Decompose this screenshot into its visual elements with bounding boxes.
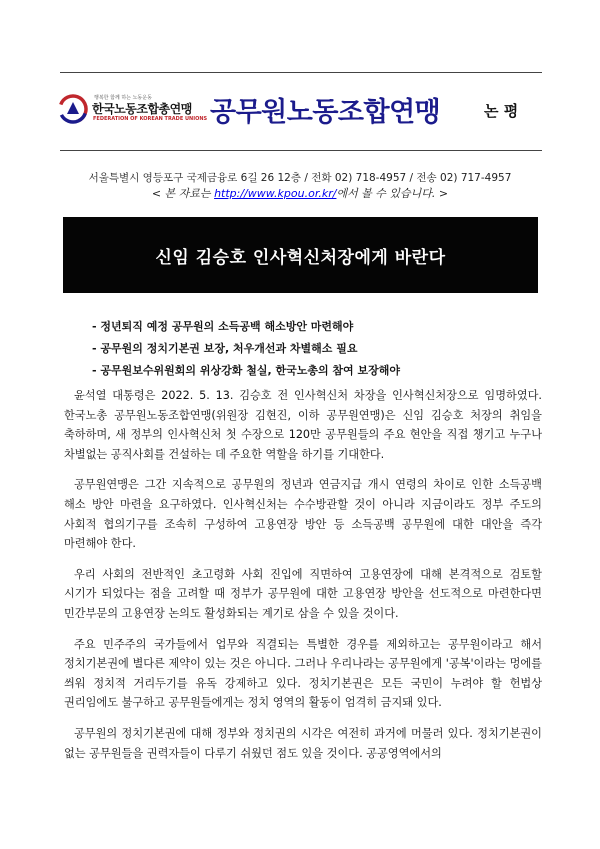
- body-paragraph: 공무원의 정치기본권에 대해 정부와 정치권의 시각은 여전히 과거에 머물러 있다. 정치기본권이 없는 공무원들을 권력자들이 다루기 쉬웠던 점도 있을 것이다. 공공영역에서의: [64, 726, 542, 760]
- document-title: 신임 김승호 인사혁신처장에게 바란다: [155, 247, 446, 268]
- summary-item: - 정년퇴직 예정 공무원의 소득공백 해소방안 마련해야: [92, 320, 354, 333]
- title-banner: [63, 217, 538, 293]
- notice-suffix: 에서 볼 수 있습니다. >: [336, 187, 449, 200]
- logo-name-kr: 한국노동조합총연맹: [92, 102, 192, 116]
- body-paragraph: 주요 민주주의 국가들에서 업무와 직결되는 특별한 경우를 제외하고는 공무원이라고 해서 정치기본권에 별다른 제약이 있는 것은 아니다. 그러나 우리나라는 공무원에게 '공복'이라는 멍에를 씌워 정치적 거리두기를 유독 강제하고 있다. 정치기본권은 모든 국민이 누려야 할 헌법상 권리임에도 불구하고 공무원들에게는 정치 영역의 활동이 엄격히 금지돼 있다.: [64, 637, 542, 710]
- document-type-label: 논 평: [484, 102, 519, 120]
- logo-name-en: FEDERATION OF KOREAN TRADE UNIONS: [93, 116, 208, 122]
- document-body: [64, 386, 542, 774]
- website-link[interactable]: http://www.kpou.or.kr/: [214, 187, 337, 200]
- fktu-emblem-icon: [58, 94, 88, 124]
- organization-name: 공무원노동조합연맹: [210, 97, 441, 128]
- body-paragraph: 윤석열 대통령은 2022. 5. 13. 김승호 전 인사혁신처 차장을 인사혁신처장으로 임명하였다. 한국노총 공무원노동조합연맹(위원장 김현진, 이하 공무원연맹)은 신임 김승호 처장의 취임을 축하하며, 새 정부의 인사혁신처 첫 수장으로 120만 공무원들의 주요 현안을 직접 챙기고 누구나 차별없는 공직사회를 건설하는 데 주요한 역할을 하기를 기대한다.: [64, 389, 542, 461]
- top-divider: [60, 72, 542, 73]
- summary-item: - 공무원의 정치기본권 보장, 처우개선과 차별해소 필요: [92, 342, 358, 355]
- website-notice: [0, 185, 600, 201]
- logo-tagline: 행복한 함께 하는 노동운동: [94, 95, 152, 101]
- body-paragraph: 공무원연맹은 그간 지속적으로 공무원의 정년과 연금지급 개시 연령의 차이로 인한 소득공백 해소 방안 마련을 요구하였다. 인사혁신처는 수수방관할 것이 아니라 지금이라도 정부 주도의 사회적 협의기구를 조속히 구성하여 고용연장 방안 등 소득공백 공무원에 대한 대안을 즉각 마련해야 한다.: [64, 478, 542, 551]
- summary-item: - 공무원보수위원회의 위상강화 철실, 한국노총의 참여 보장해야: [92, 364, 400, 377]
- notice-prefix: < 본 자료는: [151, 187, 215, 200]
- contact-address: 서울특별시 영등포구 국제금융로 6길 26 12층 / 전화 02) 718-4957 / 전송 02) 717-4957: [88, 172, 512, 184]
- header-divider: [60, 150, 542, 151]
- body-paragraph: 우리 사회의 전반적인 초고령화 사회 진입에 직면하여 고용연장에 대해 본격적으로 검토할 시기가 되었다는 점을 고려할 때 정부가 공무원에 대한 고용연장 방안을 선도적으로 마련한다면 민간부문의 고용연장 논의도 활성화되는 계기로 삼을 수 있을 것이다.: [64, 567, 542, 620]
- fktu-logo: [58, 94, 208, 124]
- summary-list: [92, 316, 400, 382]
